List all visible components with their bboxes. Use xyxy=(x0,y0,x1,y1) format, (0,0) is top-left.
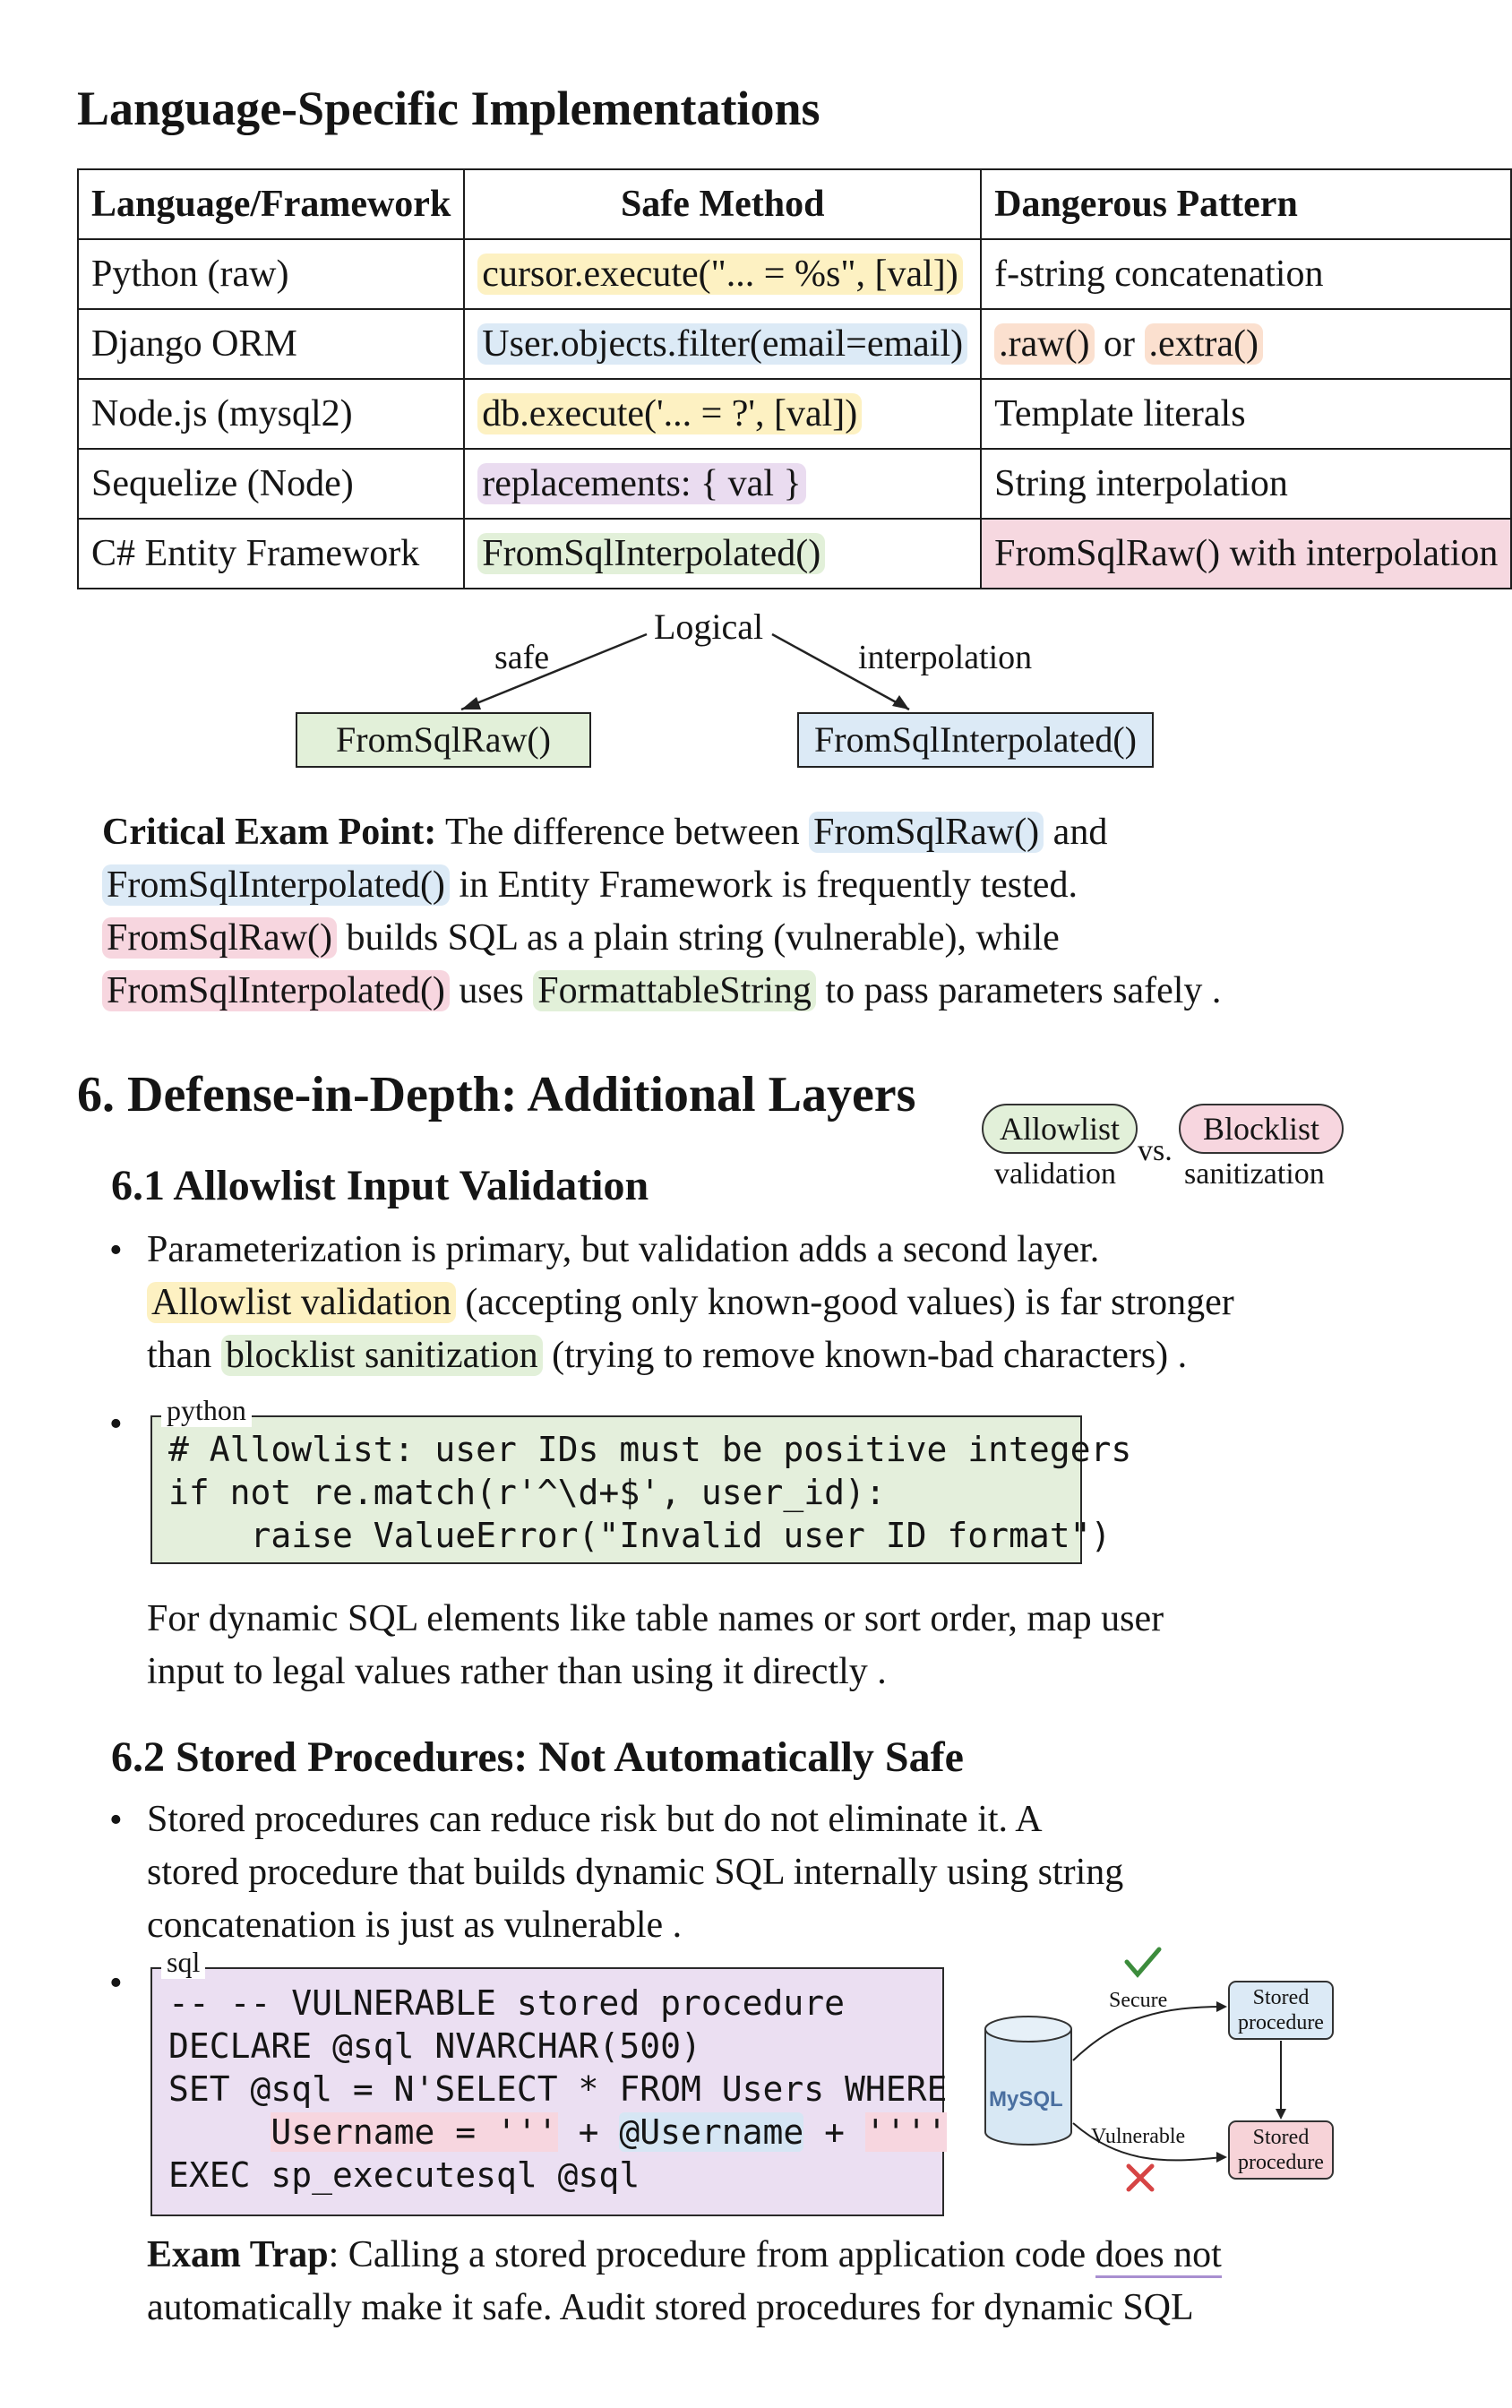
exam-trap-label: Exam Trap xyxy=(147,2234,329,2275)
code-indent xyxy=(168,2112,271,2152)
tree-edge-left xyxy=(461,634,647,710)
code-highlight: .extra() xyxy=(1145,323,1263,365)
table-row xyxy=(78,519,1511,589)
code-highlight: FromSqlInterpolated() xyxy=(102,970,450,1011)
allowlist-pill: Allowlist xyxy=(982,1104,1138,1154)
code-highlight: FormattableString xyxy=(533,970,816,1011)
table-row xyxy=(78,309,1511,379)
language-cell: Python (raw) xyxy=(78,239,464,309)
text-highlight: Allowlist validation xyxy=(147,1282,456,1323)
code-highlight: Username = ''' xyxy=(271,2112,558,2152)
text: and xyxy=(1044,812,1108,853)
safe-method-cell xyxy=(464,239,981,309)
text-line xyxy=(147,2229,1392,2282)
blocklist-pill: Blocklist xyxy=(1179,1104,1344,1154)
exam-point-line xyxy=(102,965,1374,1018)
danger-cell: FromSqlRaw() with interpolation xyxy=(981,519,1511,589)
bullet-dot: • xyxy=(109,1404,123,1445)
code-language-label: python xyxy=(161,1394,252,1427)
danger-or: or xyxy=(1104,323,1136,365)
code-highlight: '''' xyxy=(864,2112,948,2152)
database-icon xyxy=(985,2017,1071,2145)
code-line: # Allowlist: user IDs must be positive integers xyxy=(168,1430,1132,1469)
text: builds SQL as a plain string (vulnerable), while xyxy=(337,917,1060,959)
code-language-label: sql xyxy=(161,1946,205,1979)
language-cell: Django ORM xyxy=(78,309,464,379)
text: (trying to remove known-bad characters) . xyxy=(542,1335,1188,1376)
section-6-title: 6. Defense-in-Depth: Additional Layers xyxy=(77,1067,916,1122)
code-line: EXEC sp_executesql @sql xyxy=(168,2155,640,2195)
language-cell: C# Entity Framework xyxy=(78,519,464,589)
bullet-dot: • xyxy=(109,1800,123,1841)
code-highlight: FromSqlRaw() xyxy=(809,812,1044,853)
sql-code-block xyxy=(150,1967,948,2216)
arrowhead xyxy=(1216,2152,1227,2163)
table-header-row xyxy=(78,169,1511,239)
text-line xyxy=(147,1277,1383,1329)
table-row xyxy=(78,239,1511,309)
text: (accepting only known-good values) is far stronger xyxy=(455,1282,1234,1323)
stored-procedure-label: Stored procedure xyxy=(1238,2126,1324,2174)
tree-edge-label-right: interpolation xyxy=(858,639,1033,676)
column-header: Dangerous Pattern xyxy=(981,169,1511,239)
safe-method-cell xyxy=(464,519,981,589)
vs-label: vs. xyxy=(1138,1134,1173,1167)
text-line: Stored procedures can reduce risk but do not eliminate it. A xyxy=(147,1799,1043,1840)
safe-method-cell xyxy=(464,379,981,449)
section-6-1-title: 6.1 Allowlist Input Validation xyxy=(111,1162,649,1209)
arrowhead xyxy=(1216,2001,1227,2012)
stored-procedure-label: Stored procedure xyxy=(1238,1986,1324,2034)
table-row xyxy=(78,449,1511,519)
dynamic-sql-paragraph xyxy=(147,1593,1383,1698)
bullet-dot: • xyxy=(109,1230,123,1271)
tree-node-fromsqlraw: FromSqlRaw() xyxy=(296,712,591,768)
danger-cell: Template literals xyxy=(981,379,1511,449)
cross-icon xyxy=(1129,2166,1152,2189)
arrowhead xyxy=(892,695,909,710)
secure-label: Secure xyxy=(1109,1989,1168,2012)
code-highlight: replacements: { val } xyxy=(477,463,805,504)
tree-edge-label-left: safe xyxy=(494,639,550,676)
check-icon xyxy=(1127,1949,1159,1974)
code-highlight: FromSqlInterpolated() xyxy=(477,533,825,574)
text-line: input to legal values rather than using it directly . xyxy=(147,1651,887,1692)
language-cell: Node.js (mysql2) xyxy=(78,379,464,449)
allowlist-sub: validation xyxy=(994,1157,1116,1191)
table-row xyxy=(78,379,1511,449)
column-header: Language/Framework xyxy=(78,169,464,239)
danger-cell xyxy=(981,309,1511,379)
underlined-text: does not xyxy=(1095,2234,1222,2278)
safe-method-cell xyxy=(464,309,981,379)
code-highlight: cursor.execute("... = %s", [val]) xyxy=(477,254,962,295)
vulnerable-label: Vulnerable xyxy=(1091,2125,1186,2148)
arrowhead xyxy=(461,697,481,710)
stored-proc-paragraph xyxy=(147,1793,1383,1952)
secure-arrow xyxy=(1073,2007,1224,2060)
exam-point-line xyxy=(102,806,1374,859)
code-line: DECLARE @sql NVARCHAR(500) xyxy=(168,2026,701,2066)
python-code-block xyxy=(150,1415,1132,1564)
database-label: MySQL xyxy=(989,2087,1063,2111)
danger-cell: f-string concatenation xyxy=(981,239,1511,309)
language-cell: Sequelize (Node) xyxy=(78,449,464,519)
code-text: + xyxy=(557,2112,620,2152)
code-line: -- -- VULNERABLE stored procedure xyxy=(168,1983,845,2023)
code-line: raise ValueError("Invalid user ID format") xyxy=(168,1516,1112,1555)
text-line xyxy=(147,1329,1383,1382)
code-highlight: User.objects.filter(email=email) xyxy=(477,323,967,365)
text: uses xyxy=(449,970,534,1011)
section-6-2-title: 6.2 Stored Procedures: Not Automatically Safe xyxy=(111,1733,964,1781)
code-highlight: FromSqlInterpolated() xyxy=(102,864,450,906)
text-line: For dynamic SQL elements like table names or sort order, map user xyxy=(147,1598,1164,1639)
text-line: Parameterization is primary, but validation adds a second layer. xyxy=(147,1229,1100,1270)
allowlist-paragraph xyxy=(147,1224,1383,1382)
text-line: automatically make it safe. Audit stored procedures for dynamic SQL xyxy=(147,2287,1194,2328)
blocklist-sub: sanitization xyxy=(1184,1157,1325,1191)
safe-method-cell xyxy=(464,449,981,519)
arrowhead xyxy=(1276,2109,1286,2120)
exam-point-line xyxy=(102,859,1374,912)
column-header: Safe Method xyxy=(464,169,981,239)
exam-point-label: Critical Exam Point: xyxy=(102,812,437,853)
code-highlight: .raw() xyxy=(994,323,1094,365)
tree-node-fromsqlinterpolated: FromSqlInterpolated() xyxy=(797,712,1154,768)
text-line: concatenation is just as vulnerable . xyxy=(147,1905,683,1946)
text: to pass parameters safely . xyxy=(815,970,1222,1011)
code-highlight: FromSqlRaw() xyxy=(102,917,337,959)
bullet-dot: • xyxy=(109,1963,123,2004)
text: : Calling a stored procedure from application code xyxy=(328,2234,1095,2275)
critical-exam-point xyxy=(102,806,1374,1018)
text-line: stored procedure that builds dynamic SQL internally using string xyxy=(147,1852,1124,1893)
code-line xyxy=(168,2111,948,2154)
language-table xyxy=(77,168,1512,589)
exam-point-line xyxy=(102,912,1374,965)
page-title: Language-Specific Implementations xyxy=(77,82,820,135)
text-highlight: blocklist sanitization xyxy=(221,1335,543,1376)
exam-trap-paragraph xyxy=(147,2229,1392,2335)
tree-root-label: Logical xyxy=(654,606,764,647)
danger-cell: String interpolation xyxy=(981,449,1511,519)
code-highlight: db.execute('... = ?', [val]) xyxy=(477,393,862,434)
code-highlight: @Username xyxy=(619,2112,804,2152)
text: than xyxy=(147,1335,221,1376)
code-line: if not re.match(r'^\d+$', user_id): xyxy=(168,1473,886,1512)
code-line: SET @sql = N'SELECT * FROM Users WHERE xyxy=(168,2069,948,2109)
code-text: + xyxy=(803,2112,865,2152)
text: The difference between xyxy=(436,812,810,853)
text: in Entity Framework is frequently tested. xyxy=(449,864,1078,906)
